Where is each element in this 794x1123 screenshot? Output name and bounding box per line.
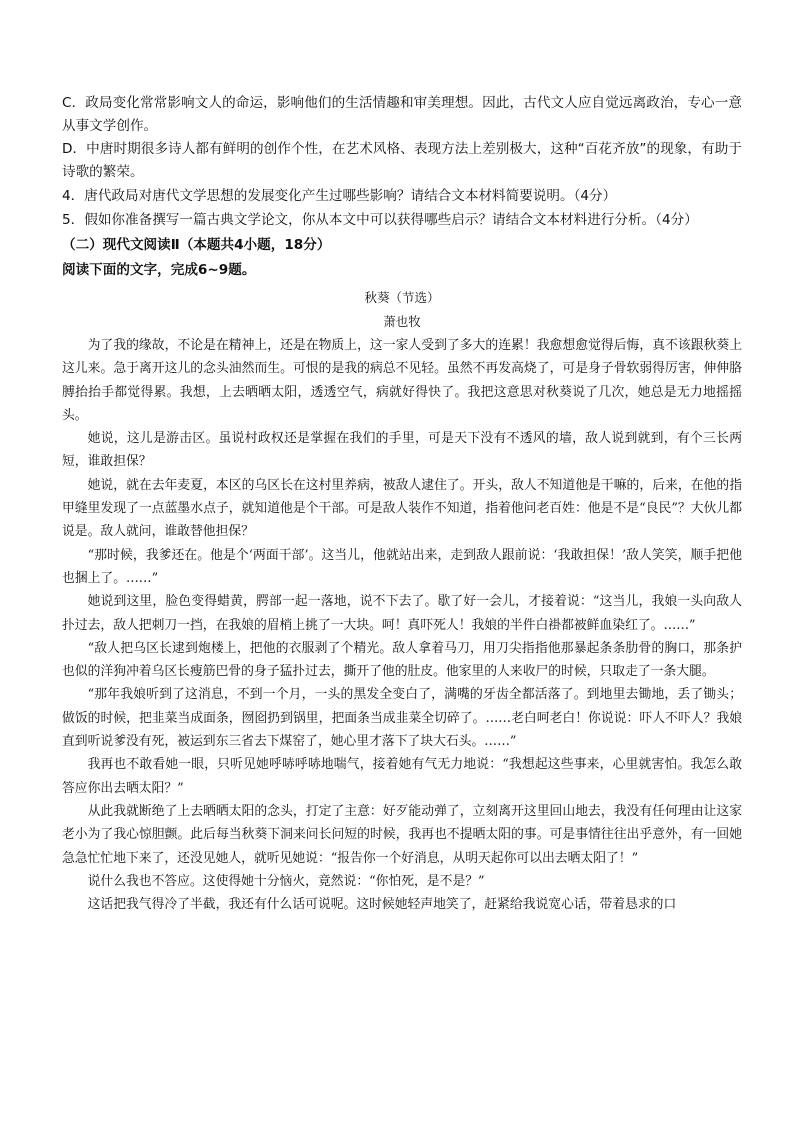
section-instruction: 阅读下面的文字，完成6~9题。 (62, 262, 256, 278)
paragraph: 从此我就断绝了上去晒晒太阳的念头，打定了主意：好歹能动弹了，立刻离开这里回山地去，我没有任何理由让这家老小为了我心惊胆颤。此后每当秋葵下洞来问长问短的时候，我再也不提晒太阳的事。可是事情往往出乎意外，有一回她急急忙忙地下来了，还没见她人，就听见她说：“报告你一个好消息，从明天起你可以出去晒太阳了！” (62, 803, 742, 866)
passage-body (62, 334, 742, 916)
paragraph: 我再也不敢看她一眼，只听见她呼哧呼哧地喘气，接着她有气无力地说：“我想起这些事来，心里就害怕。我怎么敢答应你出去晒太阳？” (62, 757, 742, 796)
passage-title: 秋葵（节选） (364, 290, 440, 305)
paragraph: 说什么我也不答应。这使得她十分恼火，竟然说：“你怕死，是不是？” (87, 873, 485, 889)
paragraph: 她说到这里，脸色变得蜡黄，腭部一起一落地，说不下去了。歇了好一会儿，才接着说：“这当儿，我娘一头向敌人扑过去，敌人把刺刀一挡，在我娘的眉梢上挑了一大块。呵！真吓死人！我娘的半件白褂都被鲜血染红了。……” (62, 594, 742, 633)
passage-author: 萧也牧 (383, 314, 421, 329)
option-d: D．中唐时期很多诗人都有鲜明的创作个性，在艺术风格、表现方法上差别极大，这种“百花齐放”的现象，有助于诗歌的繁荣。 (62, 141, 742, 180)
exam-page (62, 92, 742, 916)
section-heading: （二）现代文阅读Ⅱ（本题共4小题，18分） (62, 237, 331, 253)
question-5: 5．假如你准备撰写一篇古典文学论文，你从本文中可以获得哪些启示？请结合文本材料进行分析。（4分） (62, 212, 698, 228)
paragraph: 为了我的缘故，不论是在精神上，还是在物质上，这一家人受到了多大的连累！我愈想愈觉得后悔，真不该跟秋葵上这儿来。急于离开这儿的念头油然而生。可恨的是我的病总不见轻。虽然不再发高烧了，可是身子骨软弱得厉害，伸伸胳膊抬抬手都觉得累。我想，上去晒晒太阳，透透空气，病就好得快了。我把这意思对秋葵说了几次，她总是无力地摇摇头。 (62, 338, 742, 423)
paragraph: 她说，这儿是游击区。虽说村政权还是掌握在我们的手里，可是天下没有不透风的墙，敌人说到就到，有个三长两短，谁敢担保？ (62, 431, 742, 470)
paragraph: 这话把我气得冷了半截，我还有什么话可说呢。这时候她轻声地笑了，赶紧给我说宽心话，带着恳求的口 (87, 897, 677, 913)
paragraph: “那年我娘听到了这消息，不到一个月，一头的黑发全变白了，满嘴的牙齿全都活落了。到地里去锄地，丢了锄头；做饭的时候，把韭菜当成面条，囫囵扔到锅里，把面条当成韭菜全切碎了。……老白呵老白！你说说：吓人不吓人？我娘直到听说爹没有死，被运到东三省去下煤窑了，她心里才落下了块大石头。……” (62, 687, 742, 750)
paragraph: “那时候，我爹还在。他是个‘两面干部’。这当儿，他就站出来，走到敌人跟前说：‘我敢担保！’敌人笑笑，顺手把他也捆上了。……” (62, 547, 742, 586)
paragraph: 她说，就在去年麦夏，本区的乌区长在这村里养病，被敌人逮住了。开头，敌人不知道他是干嘛的，后来，在他的指甲缝里发现了一点蓝墨水点子，就知道他是个干部。可是敌人装作不知道，指着他问老百姓：他是不是“良民”？大伙儿都说是。敌人就问，谁敢替他担保？ (62, 477, 742, 540)
paragraph: “敌人把乌区长逮到炮楼上，把他的衣服剥了个精光。敌人拿着马刀，用刀尖指指他那暴起条条肋骨的胸口，那条护也似的洋狗冲着乌区长瘦筋巴骨的身子猛扑过去，撕开了他的肚皮。他家里的人来收尸的时候，只取走了一条大腿。 (62, 640, 742, 680)
option-c: C．政局变化常常影响文人的命运，影响他们的生活情趣和审美理想。因此，古代文人应自觉远离政治，专心一意从事文学创作。 (62, 95, 742, 134)
question-4: 4．唐代政局对唐代文学思想的发展变化产生过哪些影响？请结合文本材料简要说明。（4分） (62, 188, 617, 204)
